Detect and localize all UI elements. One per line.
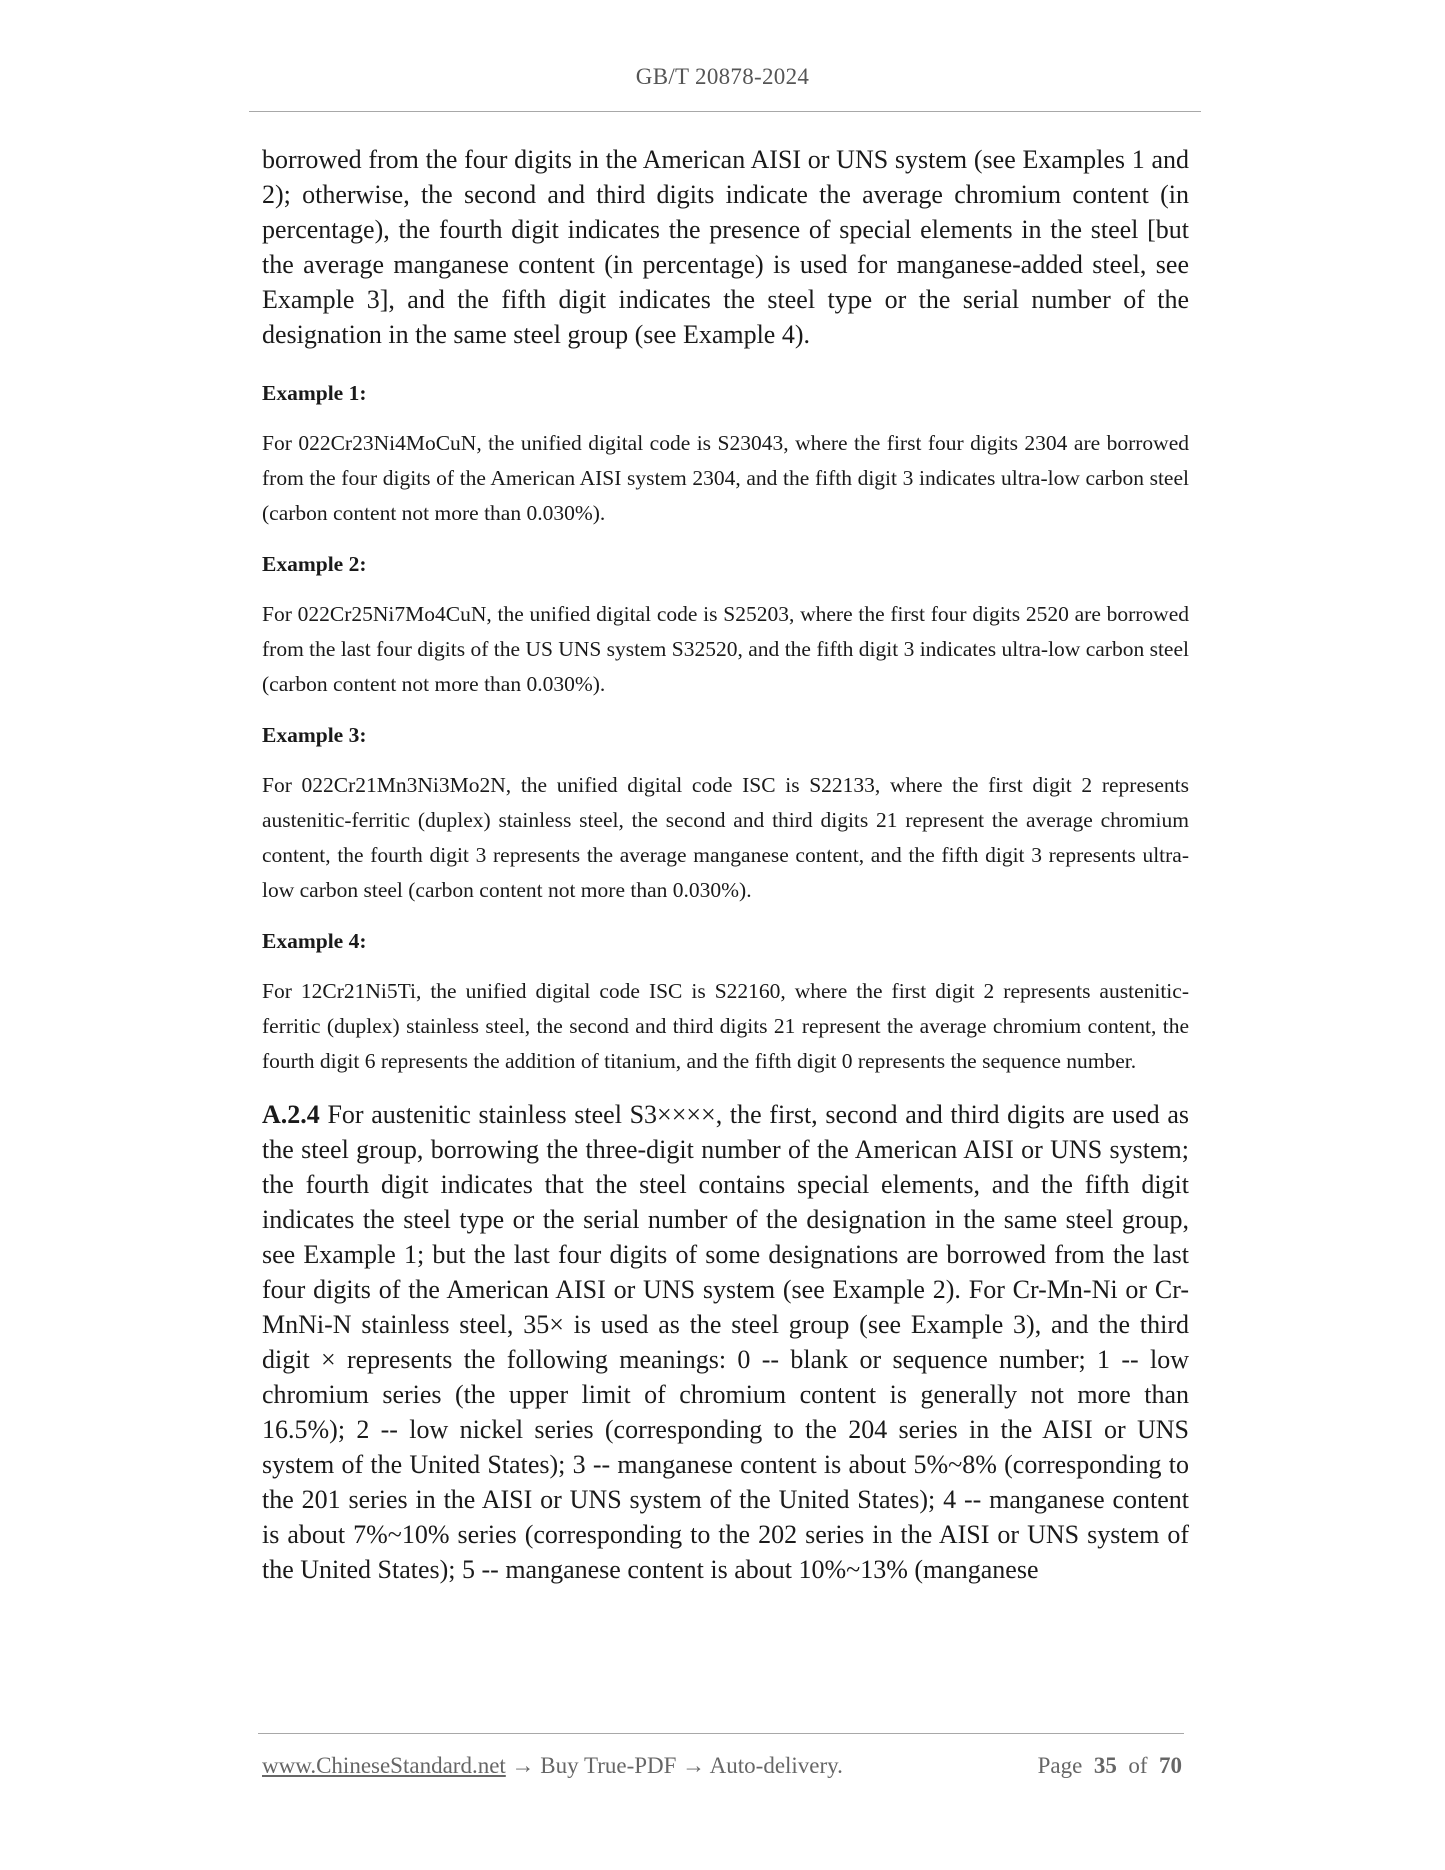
intro-paragraph: borrowed from the four digits in the American AISI or UNS system (see Examples 1 and 2); otherwise, the second and third digits indicate the average chromium content (in percentage), the fourth digit indicates the presence of special elements in the steel [but the average manganese content (in percentage) is used for manganese-added steel, see Example 3], and the fifth digit indicates the steel type or the serial number of the designation in the same steel group (see Example 4). — [262, 145, 1189, 349]
footer-tagline: → Buy True-PDF → Auto-delivery. — [505, 1753, 843, 1778]
document-header-title: GB/T 20878-2024 — [635, 64, 810, 89]
total-pages-number: 70 — [1159, 1753, 1182, 1778]
of-word: of — [1128, 1753, 1148, 1778]
page-word: Page — [1037, 1753, 1083, 1778]
example-4-text: For 12Cr21Ni5Ti, the unified digital code ISC is S22160, where the first digit 2 represents austenitic-ferritic (duplex) stainless steel, the second and third digits 21 represent the average chromium content, the fourth digit 6 represents the addition of titanium, and the fifth digit 0 represents the sequence number. — [262, 979, 1189, 1073]
section-number: A.2.4 — [262, 1100, 320, 1129]
section-a24-paragraph — [262, 1097, 1189, 1587]
footer-divider — [258, 1733, 1184, 1734]
section-a24-text: For austenitic stainless steel S3××××, the first, second and third digits are used as the steel group, borrowing the three-digit number of the American AISI or UNS system; the fourth digit indicates that the steel contains special elements, and the fifth digit indicates the steel type or the serial number of the designation in the same steel group, see Example 1; but the last four digits of some designations are borrowed from the last four digits of the American AISI or UNS system (see Example 2). For Cr-Mn-Ni or Cr-MnNi-N stainless steel, 35× is used as the steel group (see Example 3), and the third digit × represents the following meanings: 0 -- blank or sequence number; 1 -- low chromium series (the upper limit of chromium content is generally not more than 16.5%); 2 -- low nickel series (corresponding to the 204 series in the AISI or UNS system of the United States); 3 -- manganese content is about 5%~8% (corresponding to the 201 series in the AISI or UNS system of the United States); 4 -- manganese content is about 7%~10% series (corresponding to the 202 series in the AISI or UNS system of the United States); 5 -- manganese content is about 10%~13% (manganese — [262, 1100, 1190, 1584]
example-3-text: For 022Cr21Mn3Ni3Mo2N, the unified digital code ISC is S22133, where the first digit 2 represents austenitic-ferritic (duplex) stainless steel, the second and third digits 21 represent the average chromium content, the fourth digit 3 represents the average manganese content, and the fifth digit 3 represents ultra-low carbon steel (carbon content not more than 0.030%). — [262, 773, 1189, 902]
website-link[interactable]: www.ChineseStandard.net — [262, 1753, 506, 1778]
example-2-text: For 022Cr25Ni7Mo4CuN, the unified digital code is S25203, where the first four digits 2520 are borrowed from the last four digits of the US UNS system S32520, and the fifth digit 3 indicates ultra-low carbon steel (carbon content not more than 0.030%). — [262, 602, 1189, 696]
current-page-number: 35 — [1093, 1753, 1117, 1778]
page-content — [262, 142, 1189, 1587]
example-2-label: Example 2: — [262, 552, 367, 576]
footer-promo — [262, 1753, 843, 1779]
example-3-label: Example 3: — [262, 723, 367, 747]
example-1-text: For 022Cr23Ni4MoCuN, the unified digital code is S23043, where the first four digits 2304 are borrowed from the four digits of the American AISI system 2304, and the fifth digit 3 indicates ultra-low carbon steel (carbon content not more than 0.030%). — [262, 431, 1189, 525]
example-4-label: Example 4: — [262, 929, 367, 953]
header-divider — [249, 111, 1201, 112]
page-indicator — [1038, 1753, 1182, 1779]
example-1-label: Example 1: — [262, 381, 367, 405]
